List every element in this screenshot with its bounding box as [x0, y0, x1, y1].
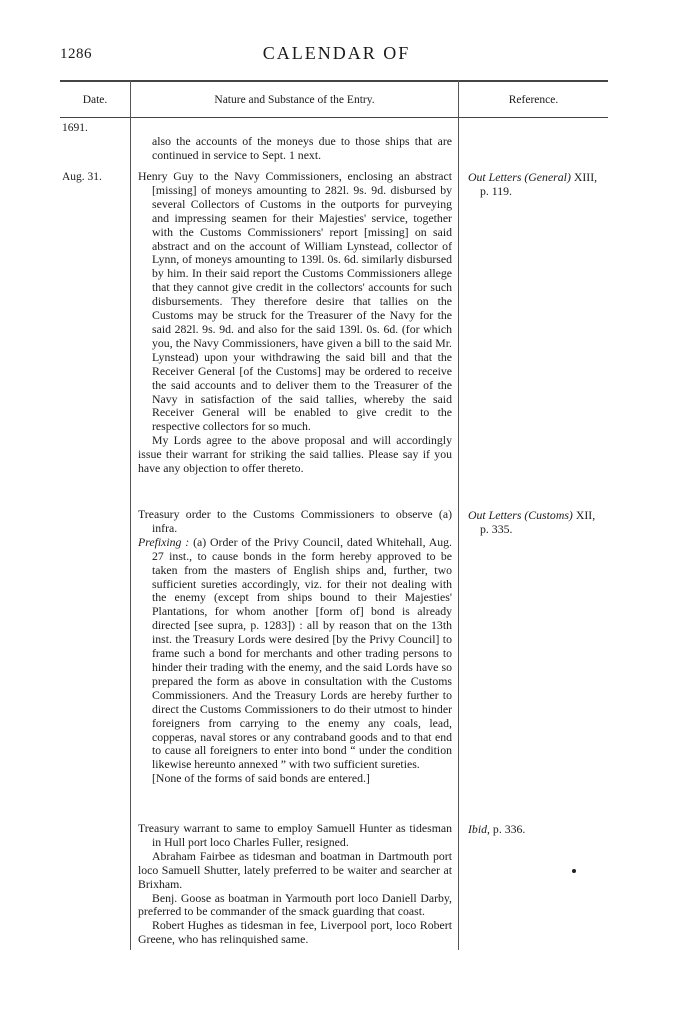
reference-title: Ibid — [468, 822, 488, 836]
column-header-nature: Nature and Substance of the Entry. — [214, 94, 375, 106]
editorial-note: [None of the forms of said bonds are entered.] — [152, 771, 370, 786]
page-number: 1286 — [60, 46, 92, 62]
continuation-text: also the accounts of the moneys due to those ships that are continued in service to Sept. 1 next. — [152, 134, 452, 162]
entry-paragraph: Treasury warrant to same to employ Samuell Hunter as tidesman in Hull port loco Charles Fuller, resigned. — [138, 821, 452, 849]
column-header-date: Date. — [82, 94, 108, 106]
entry-paragraph: Benj. Goose as boatman in Yarmouth port loco Daniell Darby, preferred to be commander of the smack guarding that coast. — [138, 890, 452, 919]
entry-treasury-warrant — [138, 822, 452, 947]
reference-volume: XII, — [572, 508, 596, 522]
entry-date-aug-31: Aug. 31. — [62, 171, 102, 183]
reference-title: Out Letters (Customs) — [468, 508, 573, 522]
entry-date-year: 1691. — [62, 122, 88, 134]
entry-paragraph: Henry Guy to the Navy Commissioners, enclosing an abstract [missing] of moneys amounting to 282l. 9s. 9d. disbursed by several Collectors of Customs in the outports for purveying and impressing seamen for their Majesties' service, together with the Customs Commissioners' report [missing] on said abstract and on the account of William Lynstead, collector of Lynn, of moneys amounting to 139l. 0s. 6d. similarly disbursed by him. In their said report the Customs Commissioners allege that they cannot give credit in the collectors' accounts for such disbursements. They therefore desire that tallies on the Customs may be struck for the Treasurer of the Navy for the said 282l. 9s. 9d. and also for the said 139l. 0s. 6d. (for which you, the Navy Commissioners, have given a bill to the said Mr. Lynstead) upon your withdrawing the said bill and that the Receiver General [of the Customs] may be ordered to receive the said accounts and to deliver them to the Treasurer of the Navy in satisfaction of the said tallies, whereby the said Receiver General will be enabled to give credit to the respective collectors for so much. — [138, 169, 452, 434]
reference-column-rule — [458, 80, 459, 950]
entry-paragraph: Abraham Fairbee as tidesman and boatman in Dartmouth port loco Samuell Shutter, lately preferred to be waiter and searcher at Brixham. — [138, 848, 452, 891]
entry-paragraph: (a) Order of the Privy Council, dated Whitehall, Aug. 27 inst., to cause bonds in the form hereby approved to be taken from the masters of English ships and, further, two sufficient sureties accordingly, viz. for their not dealing with the enemy (except from ships bound to their Majesties' Plantations, for whom another [form of] bond is already directed [see supra, p. 1283]) : all by reason that on the 13th inst. the Treasury Lords were desired [by the Privy Council] to frame such a bond for merchants and other trading persons to hinder their trading with the enemy, and the said Lords have so prepared the form as above in consultation with the Customs Commissioners. And the Treasury Lords are hereby further to direct the Customs Commissioners to do their utmost to hinder foreigners from carrying to the enemy any coals, lead, copperas, naval stores or any contraband goods and to that end to cause all foreigners to enter into bond “ under the condition likewise hereunto annexed ” with two sufficient sureties. — [152, 534, 452, 772]
entry-continuation — [138, 135, 452, 163]
entry-paragraph: Robert Hughes as tidesman in fee, Liverpool port, loco Robert Greene, who has relinquished same. — [138, 918, 452, 947]
reference-out-letters-customs — [468, 508, 628, 536]
entry-customs-order — [138, 508, 452, 786]
entry-navy-commissioners — [138, 170, 452, 476]
entry-paragraph: Treasury order to the Customs Commissioners to observe (a) infra. — [138, 507, 452, 535]
column-header-reference: Reference. — [508, 94, 559, 106]
prefixing-label: Prefixing : — [138, 534, 190, 549]
top-rule — [60, 80, 608, 82]
margin-dot — [572, 869, 576, 873]
reference-page: p. 335. — [480, 522, 513, 536]
reference-page: , p. 336. — [487, 822, 526, 836]
date-column-rule — [130, 80, 131, 950]
reference-page: p. 119. — [480, 184, 513, 198]
entry-paragraph: My Lords agree to the above proposal and will accordingly issue their warrant for striking the said tallies. Please say if you have any objection to offer thereto. — [138, 433, 452, 476]
reference-ibid — [468, 822, 628, 836]
running-title: CALENDAR OF — [262, 43, 411, 63]
header-rule — [60, 117, 608, 118]
reference-volume: XIII, — [570, 170, 598, 184]
reference-out-letters-general — [468, 170, 628, 198]
reference-title: Out Letters (General) — [468, 170, 571, 184]
